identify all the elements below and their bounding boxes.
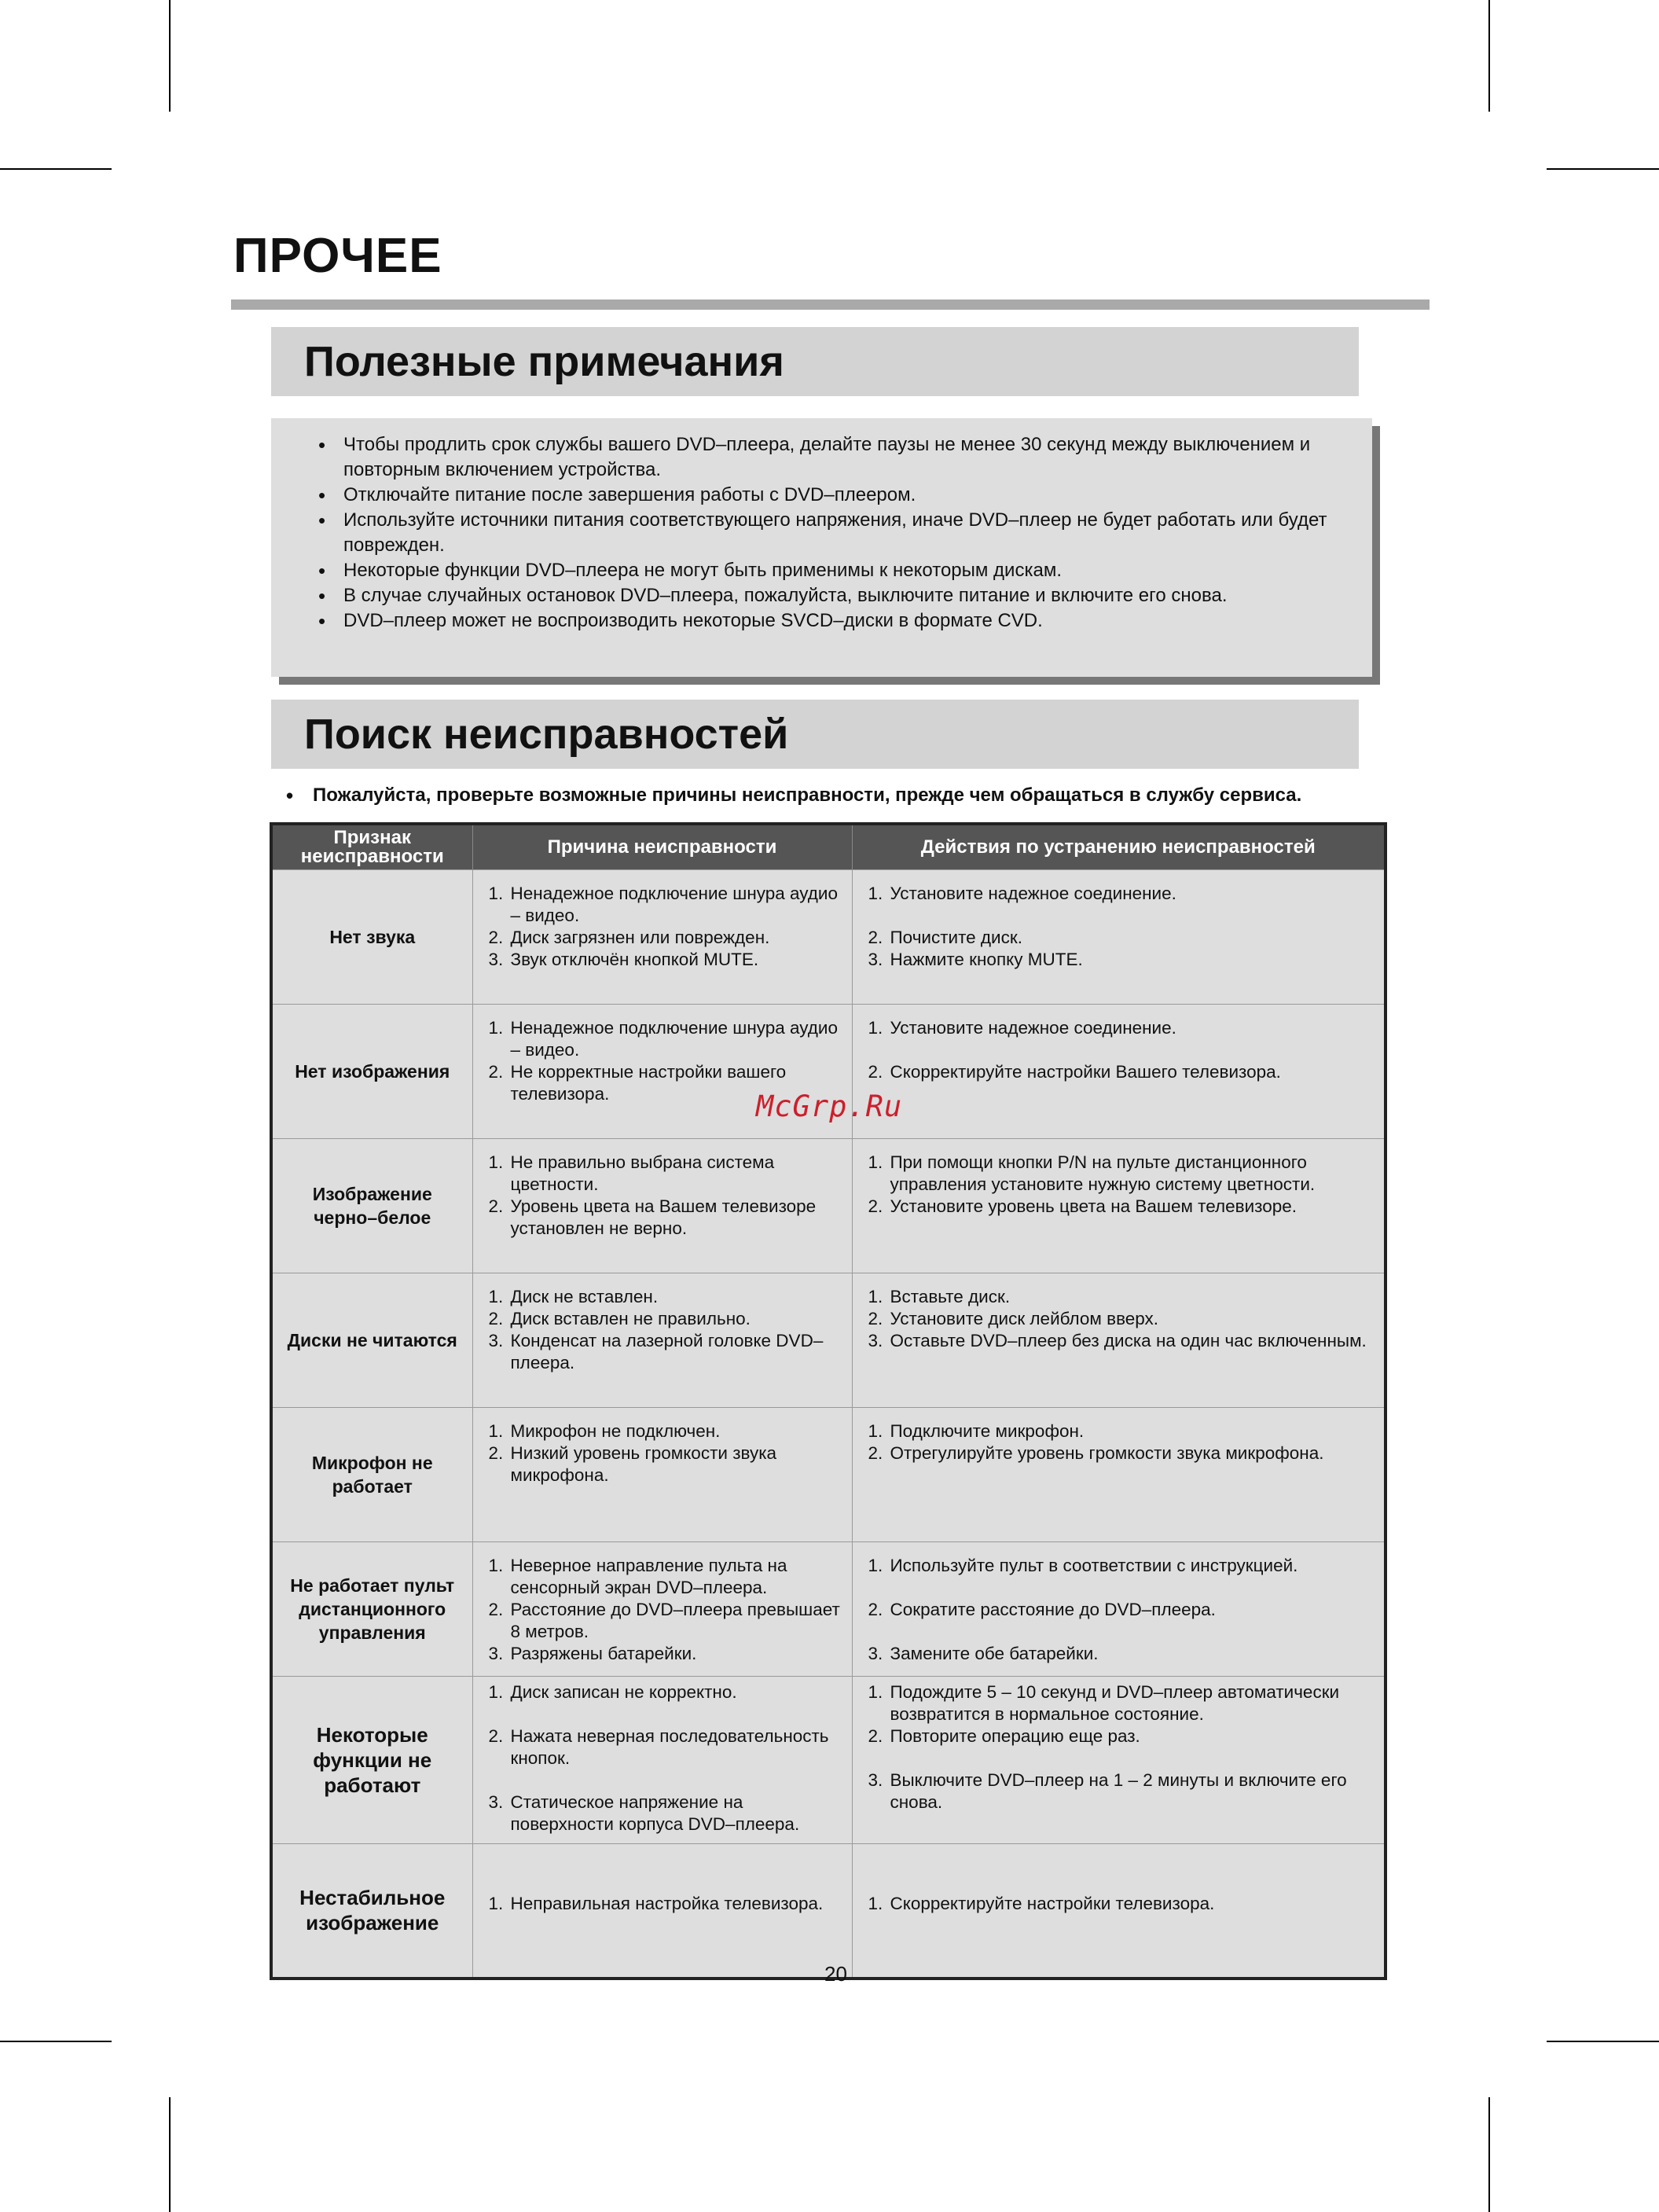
crop-mark <box>1547 2041 1659 2042</box>
item-text: Нажмите кнопку MUTE. <box>890 950 1083 969</box>
item-number: 1. <box>488 1018 504 1038</box>
item-text: Нажата неверная последовательность кнопок. <box>510 1726 829 1768</box>
item-number: 1. <box>868 884 883 903</box>
item-number: 1. <box>868 1287 883 1306</box>
list-item <box>489 1893 846 1915</box>
troubleshooting-section-title: Поиск неисправностей <box>271 700 1359 769</box>
notes-box <box>271 418 1372 677</box>
crop-mark <box>0 168 112 170</box>
item-text: Установите надежное соединение. <box>890 1018 1176 1038</box>
item-text: Ненадежное подключение шнура аудио – видео. <box>510 1018 839 1060</box>
header-action: Действия по устранению неисправностей <box>852 824 1386 870</box>
item-number: 2. <box>868 1726 883 1746</box>
item-number: 1. <box>488 1556 504 1575</box>
item-number: 2. <box>488 1443 504 1463</box>
cause-cell <box>472 1844 852 1979</box>
item-number: 3. <box>868 1770 883 1790</box>
table-row <box>271 1408 1386 1542</box>
crop-mark <box>169 0 171 112</box>
watermark: McGrp.Ru <box>756 1089 903 1123</box>
list-item <box>489 1599 846 1643</box>
item-text: Ненадежное подключение шнура аудио – видео. <box>510 884 839 925</box>
item-text: Статическое напряжение на поверхности корпуса DVD–плеера. <box>510 1792 800 1834</box>
item-number: 1. <box>868 1894 883 1913</box>
list-item <box>868 1420 1378 1442</box>
item-text: Не корректные настройки вашего телевизора. <box>510 1062 787 1104</box>
list-item <box>868 949 1378 971</box>
item-number: 1. <box>868 1682 883 1702</box>
list-item <box>489 1196 846 1240</box>
item-number: 2. <box>488 928 504 947</box>
list-item <box>868 1643 1378 1665</box>
list-item <box>868 1308 1378 1330</box>
item-text: Низкий уровень громкости звука микрофона. <box>510 1443 777 1485</box>
troubleshooting-intro: • Пожалуйста, проверьте возможные причины неисправности, прежде чем обращаться в службу сервиса. <box>313 783 1301 808</box>
list-item <box>868 1196 1378 1218</box>
cause-cell-list <box>489 1152 846 1240</box>
note-item: • В случае случайных остановок DVD–плеера, пожалуйста, выключите питание и включите его снова. <box>343 583 1349 608</box>
notes-section-title: Полезные примечания <box>271 327 1359 396</box>
page-title: ПРОЧЕЕ <box>233 229 442 283</box>
action-cell <box>852 1139 1386 1273</box>
list-item <box>868 1442 1378 1464</box>
crop-mark <box>169 2097 171 2212</box>
item-text: Установите диск лейблом вверх. <box>890 1309 1159 1328</box>
crop-mark <box>0 2041 112 2042</box>
crop-mark <box>1488 2097 1490 2212</box>
note-item: • Некоторые функции DVD–плеера не могут быть применимы к некоторым дискам. <box>343 558 1349 583</box>
item-number: 3. <box>488 1331 504 1350</box>
item-number: 2. <box>488 1062 504 1082</box>
item-text: Диск не вставлен. <box>510 1287 659 1306</box>
item-number: 2. <box>488 1309 504 1328</box>
item-number: 2. <box>488 1196 504 1216</box>
table-row <box>271 1139 1386 1273</box>
page-number: 20 <box>824 1962 847 1986</box>
list-item <box>868 1152 1378 1196</box>
item-number: 2. <box>868 1600 883 1619</box>
item-number: 3. <box>488 1792 504 1812</box>
list-item <box>868 1330 1378 1352</box>
item-number: 2. <box>868 1196 883 1216</box>
item-text: Установите уровень цвета на Вашем телевизоре. <box>890 1196 1297 1216</box>
note-item: • Используйте источники питания соответствующего напряжения, иначе DVD–плеер не будет работать или будет поврежден. <box>343 508 1349 558</box>
cause-cell <box>472 1139 852 1273</box>
item-number: 1. <box>488 1421 504 1441</box>
item-number: 2. <box>868 1443 883 1463</box>
symptom-cell: Изображение черно–белое <box>271 1139 472 1273</box>
list-item <box>868 1893 1378 1915</box>
list-item <box>489 1420 846 1442</box>
troubleshooting-table <box>270 822 1387 1980</box>
list-item <box>489 1017 846 1061</box>
item-text: Неверное направление пульта на сенсорный экран DVD–плеера. <box>510 1556 787 1597</box>
notes-list <box>271 432 1349 634</box>
cause-cell <box>472 1677 852 1844</box>
cause-cell <box>472 1542 852 1677</box>
item-text: Диск вставлен не правильно. <box>510 1309 751 1328</box>
item-number: 1. <box>488 1682 504 1702</box>
table-header-row <box>271 824 1386 870</box>
symptom-cell: Некоторые функции не работают <box>271 1677 472 1844</box>
cause-cell-list <box>489 883 846 971</box>
note-item: • Чтобы продлить срок службы вашего DVD–плеера, делайте паузы не менее 30 секунд между выключением и повторным включением устройства. <box>343 432 1349 483</box>
item-number: 1. <box>868 1556 883 1575</box>
list-item <box>489 949 846 971</box>
list-item <box>489 883 846 927</box>
list-item <box>868 883 1378 905</box>
item-number: 1. <box>868 1018 883 1038</box>
header-symptom: Признак неисправности <box>271 824 472 870</box>
action-cell-list <box>868 1286 1378 1352</box>
item-number: 3. <box>868 1644 883 1663</box>
list-item <box>489 1152 846 1196</box>
item-number: 3. <box>488 1644 504 1663</box>
item-text: Разряжены батарейки. <box>510 1644 697 1663</box>
item-text: Оставьте DVD–плеер без диска на один час включенным. <box>890 1331 1367 1350</box>
item-text: Скорректируйте настройки Вашего телевизора. <box>890 1062 1281 1082</box>
table-row <box>271 1677 1386 1844</box>
title-divider <box>231 299 1430 310</box>
list-item <box>868 1769 1378 1813</box>
item-text: Сократите расстояние до DVD–плеера. <box>890 1600 1216 1619</box>
cause-cell-list <box>489 1420 846 1486</box>
item-text: Замените обе батарейки. <box>890 1644 1099 1663</box>
note-item: • DVD–плеер может не воспроизводить некоторые SVCD–диски в формате CVD. <box>343 608 1349 634</box>
item-text: При помощи кнопки P/N на пульте дистанционного управления установите нужную систему цветности. <box>890 1152 1316 1194</box>
item-number: 3. <box>868 1331 883 1350</box>
item-number: 1. <box>488 1287 504 1306</box>
action-cell-list <box>868 1152 1378 1218</box>
cause-cell <box>472 1273 852 1408</box>
action-cell <box>852 870 1386 1005</box>
item-text: Вставьте диск. <box>890 1287 1011 1306</box>
item-text: Расстояние до DVD–плеера превышает 8 метров. <box>510 1600 840 1641</box>
item-text: Звук отключён кнопкой MUTE. <box>510 950 759 969</box>
cause-cell-list <box>489 1681 846 1835</box>
item-text: Повторите операцию еще раз. <box>890 1726 1140 1746</box>
action-cell-list <box>868 883 1378 971</box>
cause-cell-list <box>489 1555 846 1665</box>
action-cell-list <box>868 1893 1378 1915</box>
list-item <box>489 1286 846 1308</box>
cause-cell <box>472 1408 852 1542</box>
item-text: Используйте пульт в соответствии с инструкцией. <box>890 1556 1298 1575</box>
symptom-cell: Нестабильное изображение <box>271 1844 472 1979</box>
item-number: 1. <box>868 1152 883 1172</box>
action-cell-list <box>868 1017 1378 1083</box>
symptom-cell: Диски не читаются <box>271 1273 472 1408</box>
item-text: Конденсат на лазерной головке DVD–плеера. <box>510 1331 824 1372</box>
item-number: 1. <box>488 1894 504 1913</box>
list-item <box>489 927 846 949</box>
table-row <box>271 1542 1386 1677</box>
table-row <box>271 1844 1386 1979</box>
symptom-cell: Не работает пульт дистанционного управления <box>271 1542 472 1677</box>
table-row <box>271 1273 1386 1408</box>
list-item <box>868 1286 1378 1308</box>
item-text: Почистите диск. <box>890 928 1022 947</box>
item-number: 2. <box>868 1309 883 1328</box>
item-text: Диск записан не корректно. <box>510 1682 737 1702</box>
action-cell <box>852 1677 1386 1844</box>
list-item <box>489 1555 846 1599</box>
cause-cell-list <box>489 1893 846 1915</box>
item-text: Не правильно выбрана система цветности. <box>510 1152 775 1194</box>
item-text: Отрегулируйте уровень громкости звука микрофона. <box>890 1443 1324 1463</box>
list-item <box>489 1330 846 1374</box>
item-number: 2. <box>868 1062 883 1082</box>
item-text: Микрофон не подключен. <box>510 1421 721 1441</box>
crop-mark <box>1547 168 1659 170</box>
item-text: Подключите микрофон. <box>890 1421 1085 1441</box>
item-text: Уровень цвета на Вашем телевизоре установлен не верно. <box>510 1196 817 1238</box>
item-number: 2. <box>488 1726 504 1746</box>
action-cell <box>852 1408 1386 1542</box>
item-text: Установите надежное соединение. <box>890 884 1176 903</box>
symptom-cell: Нет изображения <box>271 1005 472 1139</box>
item-number: 3. <box>868 950 883 969</box>
table-row <box>271 870 1386 1005</box>
list-item <box>868 1599 1378 1621</box>
item-text: Неправильная настройка телевизора. <box>510 1894 824 1913</box>
header-cause: Причина неисправности <box>472 824 852 870</box>
list-item <box>868 1681 1378 1725</box>
action-cell-list <box>868 1681 1378 1813</box>
item-number: 2. <box>868 928 883 947</box>
list-item <box>868 1017 1378 1039</box>
list-item <box>489 1308 846 1330</box>
item-number: 1. <box>488 1152 504 1172</box>
crop-mark <box>1488 0 1490 112</box>
list-item <box>489 1643 846 1665</box>
item-number: 1. <box>488 884 504 903</box>
symptom-cell: Микрофон не работает <box>271 1408 472 1542</box>
list-item <box>489 1442 846 1486</box>
item-text: Подождите 5 – 10 секунд и DVD–плеер автоматически возвратится в нормальное состояние. <box>890 1682 1340 1724</box>
list-item <box>489 1681 846 1703</box>
list-item <box>489 1791 846 1835</box>
action-cell-list <box>868 1420 1378 1464</box>
item-number: 1. <box>868 1421 883 1441</box>
action-cell <box>852 1005 1386 1139</box>
list-item <box>489 1725 846 1769</box>
item-number: 2. <box>488 1600 504 1619</box>
item-text: Выключите DVD–плеер на 1 – 2 минуты и включите его снова. <box>890 1770 1347 1812</box>
list-item <box>868 1725 1378 1747</box>
cause-cell-list <box>489 1286 846 1374</box>
item-number: 3. <box>488 950 504 969</box>
symptom-cell: Нет звука <box>271 870 472 1005</box>
list-item <box>868 1555 1378 1577</box>
note-item: • Отключайте питание после завершения работы с DVD–плеером. <box>343 483 1349 508</box>
list-item <box>868 1061 1378 1083</box>
action-cell <box>852 1844 1386 1979</box>
cause-cell <box>472 870 852 1005</box>
item-text: Диск загрязнен или поврежден. <box>510 928 770 947</box>
action-cell <box>852 1273 1386 1408</box>
list-item <box>868 927 1378 949</box>
action-cell <box>852 1542 1386 1677</box>
item-text: Скорректируйте настройки телевизора. <box>890 1894 1215 1913</box>
action-cell-list <box>868 1555 1378 1665</box>
